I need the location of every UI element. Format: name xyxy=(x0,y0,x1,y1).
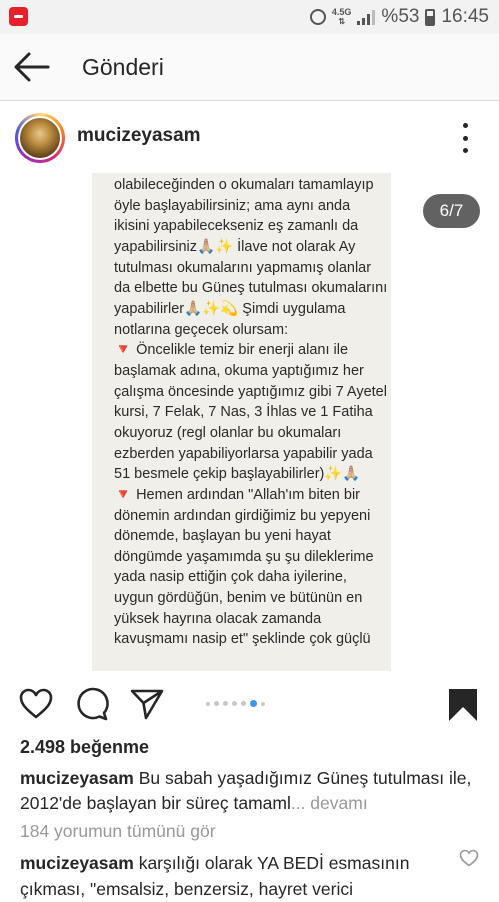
comment xyxy=(20,850,450,902)
image-text-line: okuyoruz (regl olanlar bu okumaları xyxy=(114,424,342,441)
notification-app-icon xyxy=(9,7,28,26)
bookmark-icon xyxy=(445,686,481,722)
share-button[interactable] xyxy=(129,686,165,722)
post-image[interactable] xyxy=(0,173,499,671)
likes-count[interactable]: 2.498 beğenme xyxy=(20,737,150,757)
carousel-dot xyxy=(232,701,237,706)
battery-icon xyxy=(425,9,435,26)
save-button[interactable] xyxy=(445,686,481,722)
arrow-left-icon xyxy=(12,50,52,84)
comment-like-button[interactable] xyxy=(459,849,479,867)
network-type: 4.5G ⇅ xyxy=(331,7,352,26)
image-text-line: olabileceğinden o okumaları tamamlayıp xyxy=(114,177,374,193)
carousel-counter: 6/7 xyxy=(423,194,480,228)
caption-more-link[interactable]: ... devamı xyxy=(290,793,368,813)
post-username[interactable]: mucizeyasam xyxy=(77,125,201,146)
image-text-line: notlarına geçecek olursam: xyxy=(114,321,289,338)
carousel-dot xyxy=(261,702,265,706)
heart-icon xyxy=(18,686,54,722)
image-text-line: 51 besmele çekip başlayabilirler)✨🙏🏼 xyxy=(114,466,361,483)
image-text-line: dönemin ardından girdiğimiz bu yepyeni xyxy=(114,507,371,524)
caption-text: Bu sabah yaşadığımız Güneş tutulması ile, 2012'de başlayan bir süreç tamaml xyxy=(20,768,472,813)
clock: 16:45 xyxy=(441,6,489,27)
image-text xyxy=(114,175,404,650)
image-text-line: öyle başlayabilirsiniz; ama aynı anda xyxy=(114,197,351,214)
image-text-line: kavuşmamı nasip et" şeklinde çok güçlü xyxy=(114,631,371,648)
battery-percent: %53 xyxy=(381,6,420,27)
carousel-dot-active xyxy=(250,700,257,707)
status-indicators xyxy=(310,0,489,34)
screenshot-text-area xyxy=(92,173,391,671)
alarm-icon xyxy=(310,9,326,25)
post-header xyxy=(0,101,499,173)
like-button[interactable] xyxy=(18,686,54,722)
avatar[interactable] xyxy=(15,113,65,163)
image-text-line: yapabilirler🙏🏼✨💫 Şimdi uygulama xyxy=(114,300,346,317)
heart-icon xyxy=(459,849,479,867)
action-bar xyxy=(0,678,499,730)
carousel-indicator xyxy=(206,700,265,707)
image-text-line: uygun gördüğün, benim ve bütünün en xyxy=(114,590,363,607)
image-text-line: yada nasip ettiğin çok daha iyilerine, xyxy=(114,569,347,586)
send-icon xyxy=(129,686,165,722)
image-text-line: da elbette bu Güneş tutulması okumalarını xyxy=(114,280,388,297)
caption-username[interactable]: mucizeyasam xyxy=(20,768,134,788)
comment-icon xyxy=(74,686,110,722)
carousel-dot xyxy=(214,701,219,706)
app-header xyxy=(0,34,499,101)
network-label: 4.5G xyxy=(331,7,352,17)
caption xyxy=(20,766,485,816)
image-text-line: ezberden yapabiliyorlarsa yapabilir yada xyxy=(114,445,373,462)
image-text-line: 🔻 Hemen ardından "Allah'ım biten bir xyxy=(114,486,361,503)
image-text-line: 🔻 Öncelikle temiz bir enerji alanı ile xyxy=(114,342,349,359)
avatar-image xyxy=(20,118,60,158)
comment-text: karşılığı olarak YA BEDİ esmasının çıkması, "emsalsiz, benzersiz, hayret verici xyxy=(20,853,410,899)
image-text-line: yapabilirsiniz🙏🏼✨ İlave not olarak Ay xyxy=(114,238,356,255)
back-button[interactable] xyxy=(12,50,52,84)
image-text-line: yüksek hayrına olacak zamanda xyxy=(114,610,322,627)
carousel-dot xyxy=(241,701,246,706)
status-bar xyxy=(0,0,499,34)
comment-username[interactable]: mucizeyasam xyxy=(20,853,134,873)
image-text-line: başlamak adına, okuma yaptığımız her xyxy=(114,362,364,379)
image-text-line: tutulması okumalarını yapmamış olanlar xyxy=(114,259,372,276)
image-text-line: döngümde yaşamımda şu şu dileklerime xyxy=(114,548,374,565)
more-vertical-icon xyxy=(463,123,468,128)
more-options-button[interactable] xyxy=(455,123,475,153)
comment-button[interactable] xyxy=(74,686,110,722)
image-text-line: çalışma öncesinde yaptığımız gibi 7 Ayetel xyxy=(114,383,387,400)
image-text-line: kursi, 7 Felak, 7 Nas, 3 İhlas ve 1 Fatiha xyxy=(114,404,373,421)
page-title: Gönderi xyxy=(82,54,164,80)
carousel-dot xyxy=(206,702,210,706)
view-all-comments-link[interactable]: 184 yorumun tümünü gör xyxy=(20,821,216,841)
image-text-line: dönemde, başlayan bu yeni hayat xyxy=(114,528,331,545)
image-text-line: ikisini yapabilecekseniz eş zamanlı da xyxy=(114,218,359,235)
signal-icon xyxy=(357,9,375,25)
carousel-dot xyxy=(223,701,228,706)
